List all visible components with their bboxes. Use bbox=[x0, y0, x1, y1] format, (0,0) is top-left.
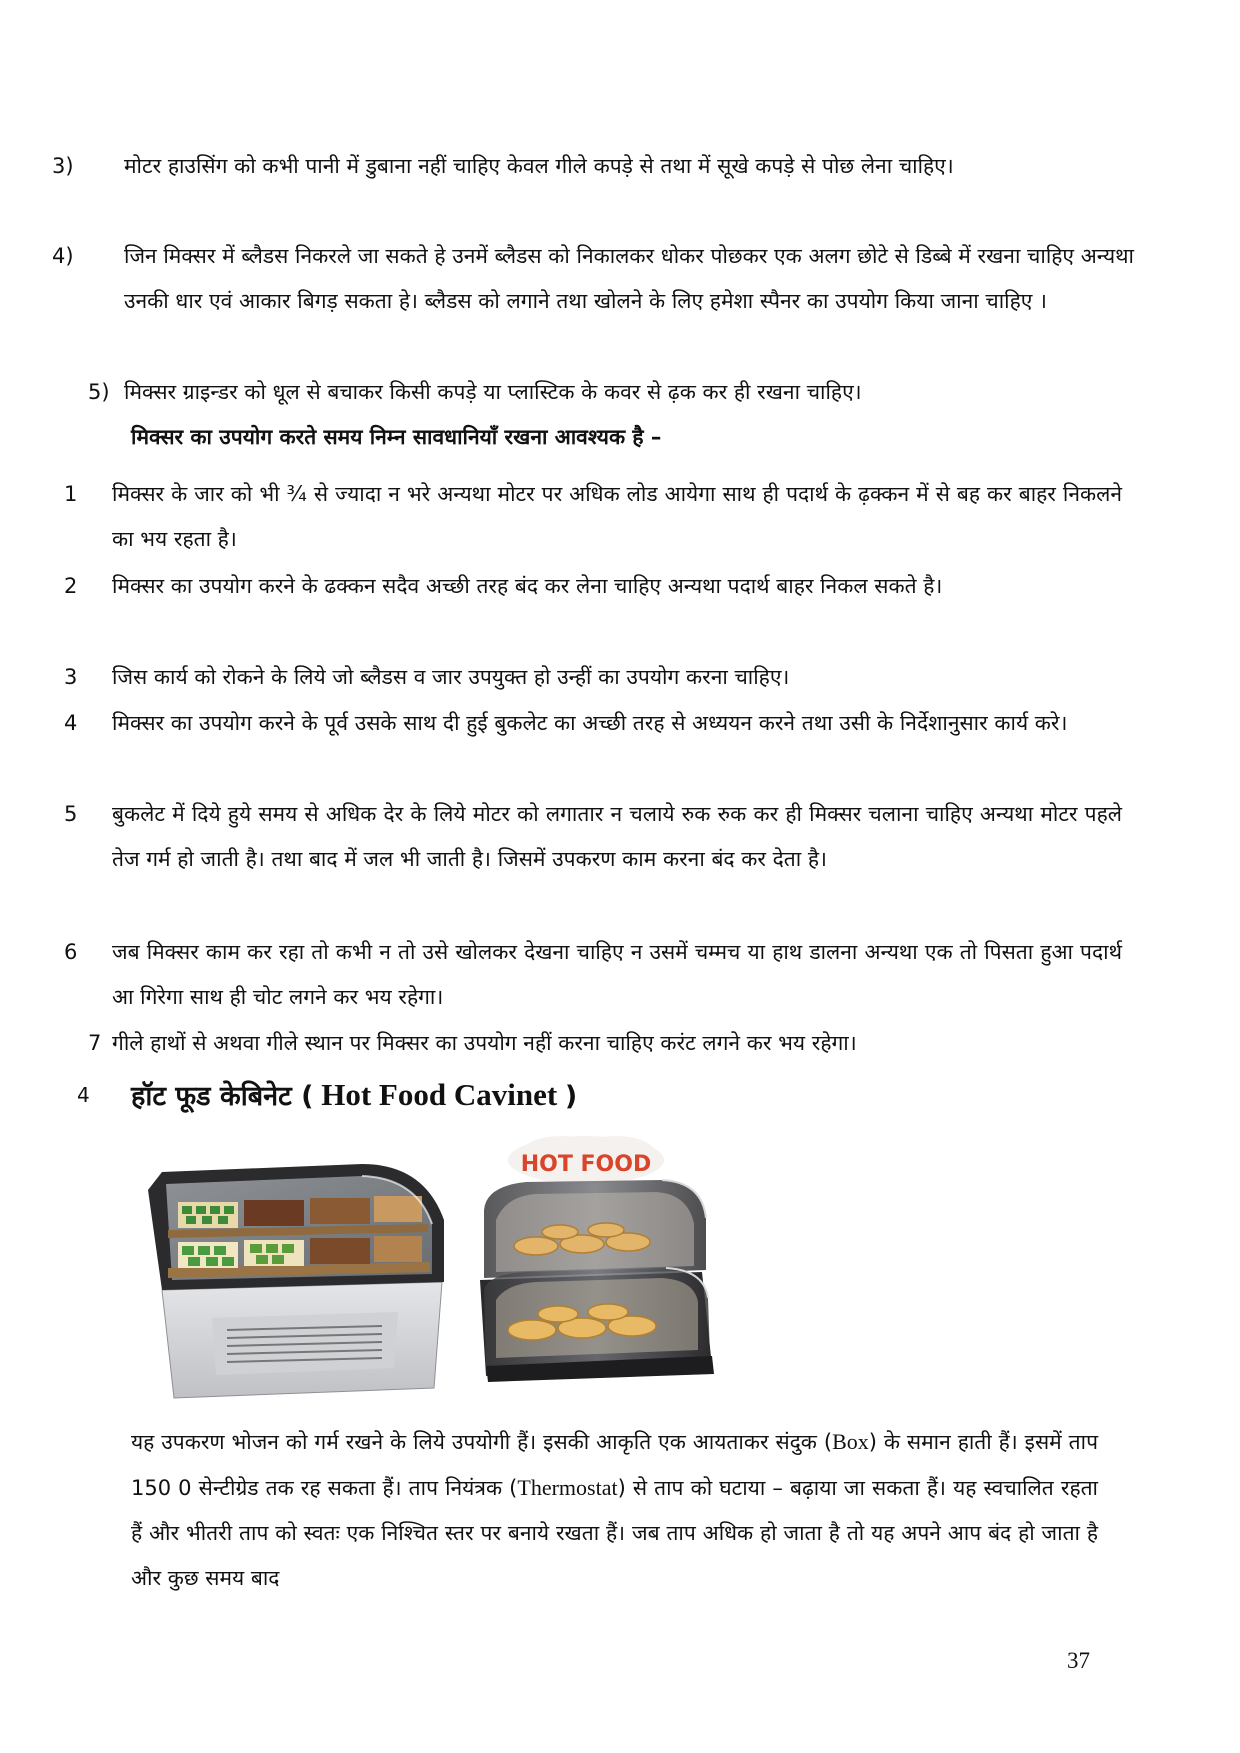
precaution-7 bbox=[88, 1021, 1168, 1066]
description-part-1: यह उपकरण भोजन को गर्म रखने के लिये उपयोगी हैं। इसकी आकृति एक आयताकर संदुक ( bbox=[131, 1430, 833, 1454]
page-number: 37 bbox=[1067, 1648, 1090, 1673]
section-number: 4 bbox=[77, 1083, 90, 1107]
hot-food-cabinet-photo bbox=[466, 1130, 726, 1408]
precaution-6 bbox=[64, 930, 1122, 1020]
care-point-4 bbox=[52, 234, 1134, 324]
precaution-4 bbox=[64, 701, 1122, 746]
care-point-5 bbox=[88, 370, 1168, 415]
description-part-3: ) से ताप को घटाया – बढ़ाया जा सकता हैं। यह स्वचालित रहता हैं और भीतरी ताप को स्वतः एक निश्चित स्तर पर बनाये रखता हैं। जब ताप अधिक हो जाता है तो यह अपने आप बंद हो जाता है और कुछ समय बाद bbox=[131, 1476, 1098, 1590]
list-text: जब मिक्सर काम कर रहा तो कभी न तो उसे खोलकर देखना चाहिए न उसमें चम्मच या हाथ डालना अन्यथा एक तो पिसता हुआ पदार्थ आ गिरेगा साथ ही चोट लगने कर भय रहेगा। bbox=[112, 940, 1122, 1009]
care-point-3 bbox=[52, 144, 1134, 189]
list-number: 6 bbox=[64, 940, 78, 964]
list-number: 5) bbox=[88, 380, 110, 404]
precaution-3 bbox=[64, 655, 1122, 700]
precautions-heading: मिक्सर का उपयोग करते समय निम्न सावधानियॉं रखना आवश्यक है – bbox=[131, 425, 662, 449]
description-paragraph bbox=[131, 1419, 1098, 1601]
section-title-close: ) bbox=[564, 1081, 578, 1112]
list-number: 4 bbox=[64, 711, 78, 735]
list-number: 5 bbox=[64, 802, 78, 826]
precaution-5 bbox=[64, 792, 1122, 882]
thermostat-term: Thermostat bbox=[517, 1475, 618, 1500]
section-title-hindi: हॉट फूड केबिनेट ( bbox=[131, 1081, 314, 1112]
list-text: मिक्सर के जार को भी ¾ से ज्यादा न भरे अन्यथा मोटर पर अधिक लोड आयेगा साथ ही पदार्थ के ढ़क्कन में से बह कर बाहर निकलने का भय रहता है। bbox=[112, 482, 1122, 551]
list-text: मिक्सर का उपयोग करने के ढक्कन सदैव अच्छी तरह बंद कर लेना चाहिए अन्यथा पदार्थ बाहर निकल सकते है। bbox=[112, 574, 943, 598]
list-text: जिस कार्य को रोकने के लिये जो ब्लैडस व जार उपयुक्त हो उन्हीं का उपयोग करना चाहिए। bbox=[112, 665, 790, 689]
list-text: मिक्सर का उपयोग करने के पूर्व उसके साथ दी हुई बुकलेट का अच्छी तरह से अध्ययन करने तथा उसी के निर्देशानुसार कार्य करे। bbox=[112, 711, 1068, 735]
box-term: Box bbox=[832, 1429, 869, 1454]
list-text: जिन मिक्सर में ब्लैडस निकरले जा सकते हे उनमें ब्लैडस को निकालकर धोकर पोछकर एक अलग छोटे से डिब्बे में रखना चाहिए अन्यथा उनकी धार एवं आकार बिगड़ सकता हे। ब्लैडस को लगाने तथा खोलने के लिए हमेशा स्पैनर का उपयोग किया जाना चाहिए । bbox=[124, 244, 1134, 313]
section-title bbox=[131, 1076, 577, 1113]
display-cabinet-photo bbox=[142, 1150, 462, 1400]
section-title-english: Hot Food Cavinet bbox=[313, 1077, 565, 1112]
list-number: 3) bbox=[52, 154, 74, 178]
list-number: 1 bbox=[64, 482, 78, 506]
list-text: मोटर हाउसिंग को कभी पानी में डुबाना नहीं चाहिए केवल गीले कपड़े से तथा में सूखे कपड़े से पोछ लेना चाहिए। bbox=[124, 154, 954, 178]
precaution-2 bbox=[64, 564, 1122, 609]
list-number: 2 bbox=[64, 574, 78, 598]
list-text: मिक्सर ग्राइन्डर को धूल से बचाकर किसी कपड़े या प्लास्टिक के कवर से ढ़क कर ही रखना चाहिए। bbox=[124, 380, 862, 404]
description-part-2: ) के समान हाती हैं। इसमें ताप 150 0 सेन्टीग्रेड तक रह सकता हैं। ताप नियंत्रक ( bbox=[131, 1430, 1098, 1500]
precaution-1 bbox=[64, 472, 1122, 562]
list-number: 7 bbox=[88, 1031, 102, 1055]
list-number: 4) bbox=[52, 244, 74, 268]
list-text: बुकलेट में दिये हुये समय से अधिक देर के लिये मोटर को लगातार न चलाये रुक रुक कर ही मिक्सर चलाना चाहिए अन्यथा मोटर पहले तेज गर्म हो जाती है। तथा बाद में जल भी जाती है। जिसमें उपकरण काम करना बंद कर देता है। bbox=[112, 802, 1122, 871]
list-text: गीले हाथों से अथवा गीले स्थान पर मिक्सर का उपयोग नहीं करना चाहिए करंट लगने कर भय रहेगा। bbox=[112, 1031, 857, 1055]
list-number: 3 bbox=[64, 665, 78, 689]
hot-food-sign: HOT FOOD bbox=[520, 1152, 652, 1177]
